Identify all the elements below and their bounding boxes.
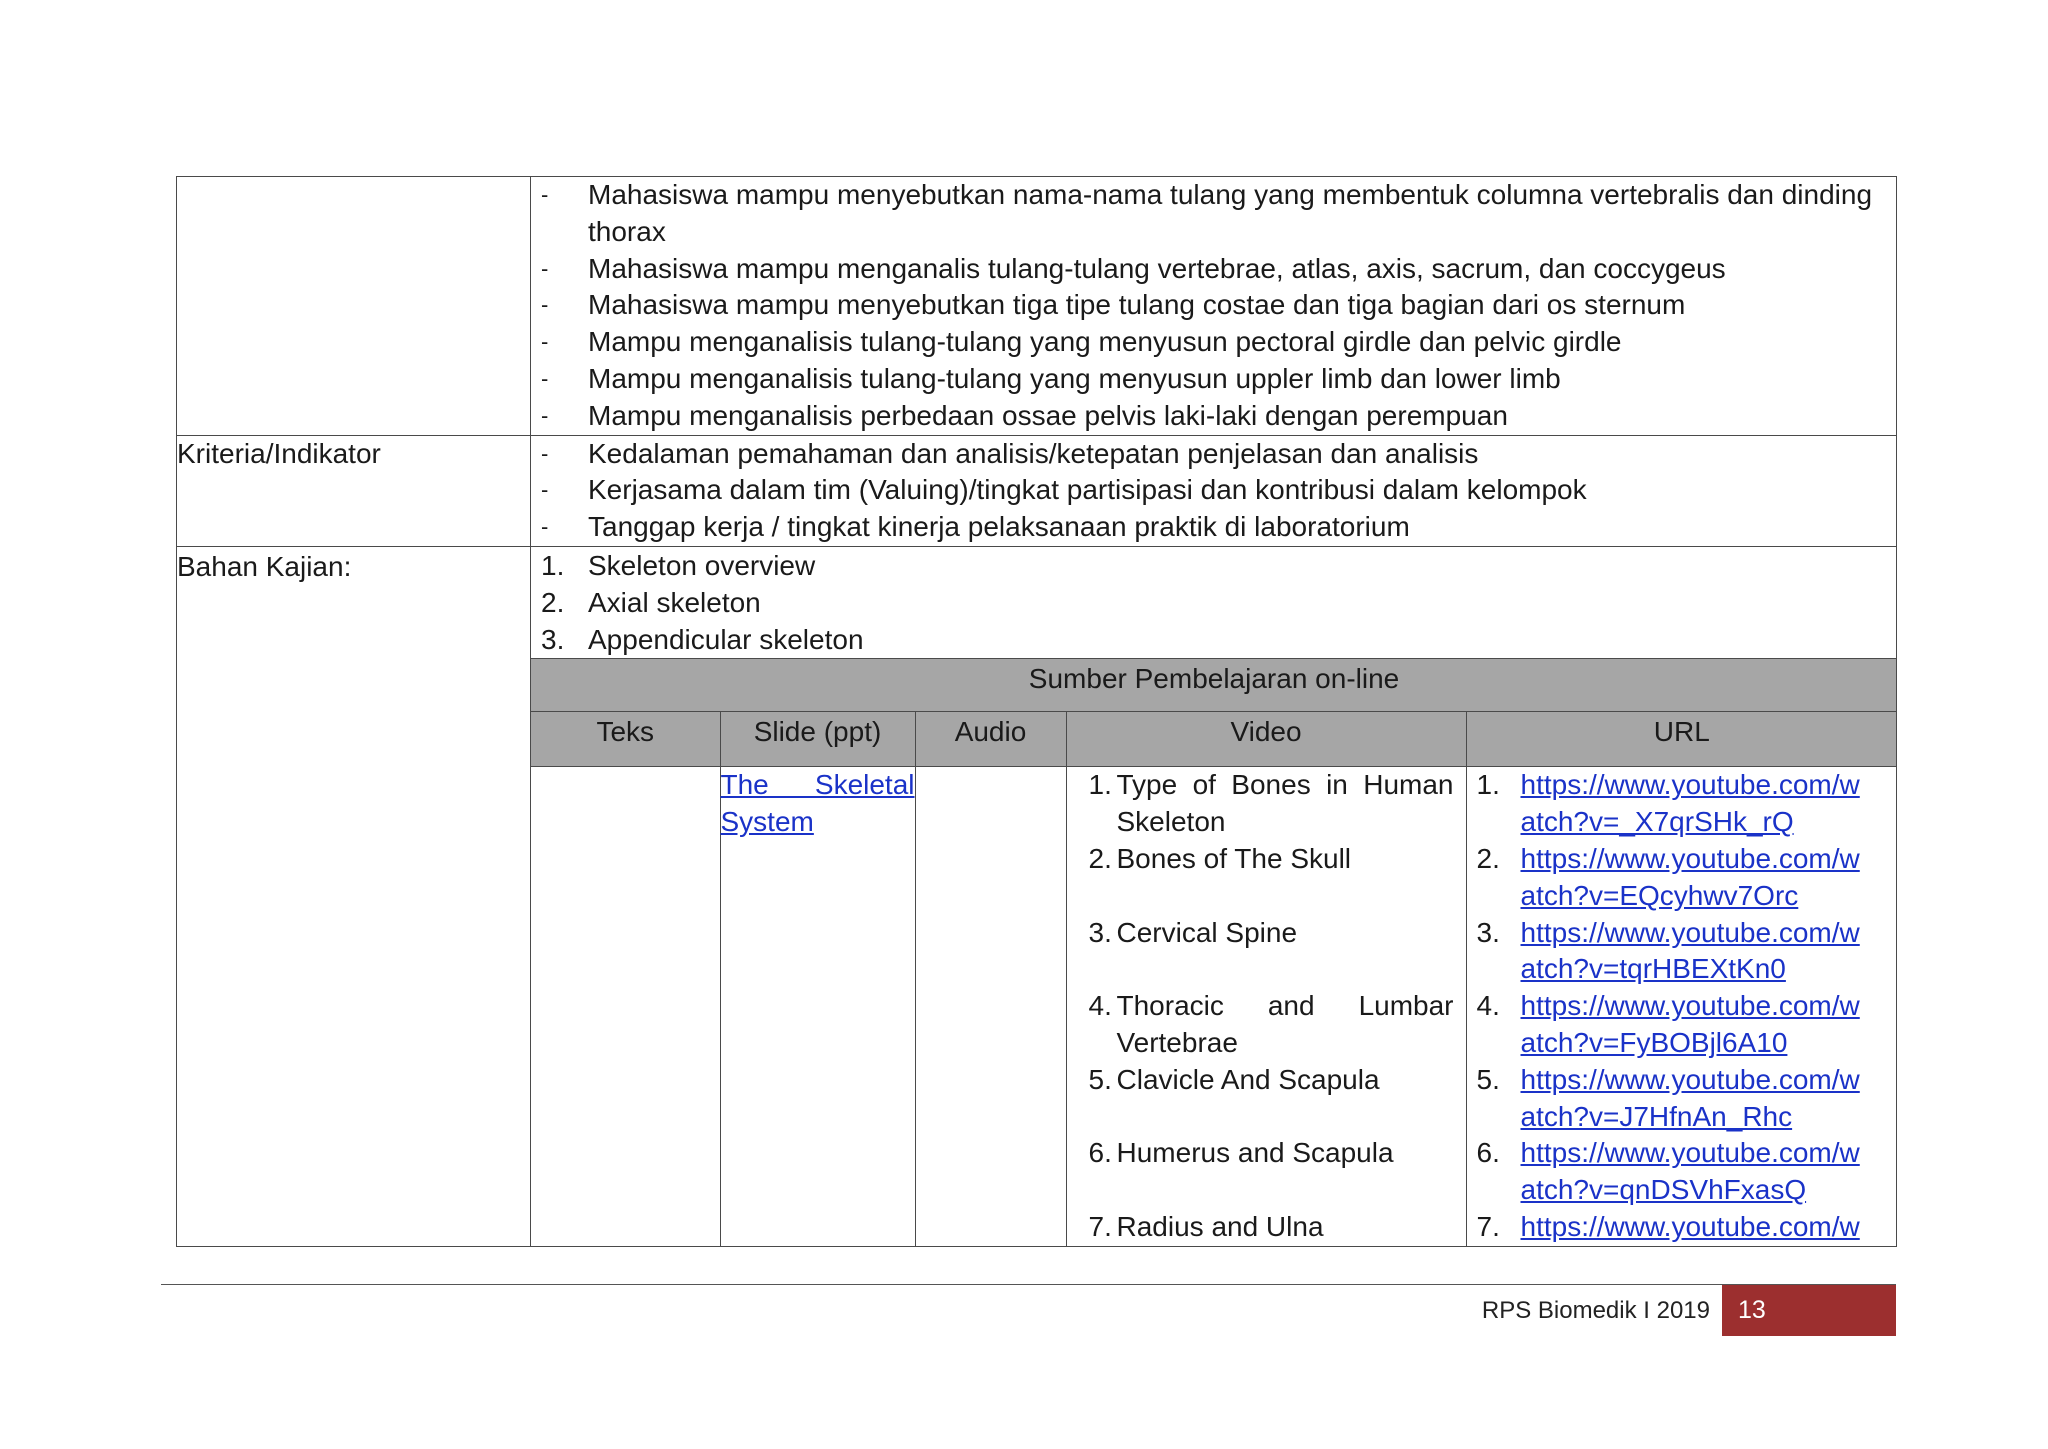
rps-table	[176, 176, 1897, 1247]
kriteria-cell	[531, 435, 1897, 546]
slide-link-line2: System	[720, 806, 814, 838]
list-item: 1. Skeleton overview	[541, 549, 816, 581]
kriteria-label: Kriteria/Indikator	[177, 435, 531, 546]
url-link[interactable]: https://www.youtube.com/w atch?v=tqrHBEXtKn0	[1520, 916, 1860, 985]
list-item: 3. Appendicular skeleton	[541, 623, 864, 655]
video-list	[1067, 767, 1454, 1245]
url-link[interactable]: https://www.youtube.com/w atch?v=FyBOBjl6A10	[1520, 990, 1860, 1058]
list-item: 4. Thoracic and Lumbar Vertebrae	[1088, 990, 1454, 1058]
url-link[interactable]: https://www.youtube.com/w	[1520, 1210, 1860, 1242]
url-link[interactable]: https://www.youtube.com/w atch?v=qnDSVhFxasQ	[1520, 1137, 1860, 1206]
bahan-label: Bahan Kajian:	[177, 546, 531, 1246]
sumber-content-row	[531, 767, 1897, 1246]
sumber-header-row	[531, 712, 1897, 767]
list-item: - Mahasiswa mampu menyebutkan tiga tipe tulang costae dan tiga bagian dari os sternum	[541, 289, 1686, 321]
objectives-label-cell	[177, 177, 531, 436]
list-item: - Mampu menganalisis tulang-tulang yang menyusun uppler limb dan lower limb	[541, 362, 1561, 394]
list-item: 2. Bones of The Skull	[1088, 842, 1352, 874]
list-item: - Mahasiswa mampu menyebutkan nama-nama tulang yang membentuk columna vertebralis dan dinding thorax	[541, 179, 1873, 247]
url-link[interactable]: https://www.youtube.com/w atch?v=EQcyhwv7Orc	[1520, 842, 1860, 911]
list-item: 2. Axial skeleton	[541, 586, 761, 618]
teks-cell	[531, 767, 720, 1246]
slide-link-line1: The Skeletal	[720, 769, 915, 801]
sumber-title-row	[531, 659, 1897, 712]
objectives-list	[531, 177, 1896, 435]
header-audio: Audio	[915, 712, 1066, 767]
list-item: 7. https://www.youtube.com/w	[1477, 1209, 1888, 1246]
bahan-list	[531, 547, 1896, 658]
page-number-badge: 13	[1722, 1285, 1896, 1336]
kriteria-row	[177, 435, 1897, 546]
objectives-row	[177, 177, 1897, 436]
list-item: 2. https://www.youtube.com/w atch?v=EQcyhwv7Orc	[1477, 841, 1888, 915]
list-item: - Mampu menganalisis perbedaan ossae pelvis laki-laki dengan perempuan	[541, 399, 1508, 431]
list-item: 5. https://www.youtube.com/w atch?v=J7HfnAn_Rhc	[1477, 1062, 1888, 1136]
bahan-cell	[531, 546, 1897, 1246]
list-item: - Mahasiswa mampu menganalis tulang-tulang vertebrae, atlas, axis, sacrum, dan coccygeus	[541, 252, 1726, 284]
url-link[interactable]: https://www.youtube.com/w atch?v=J7HfnAn_Rhc	[1520, 1063, 1860, 1132]
list-item: 6. Humerus and Scapula	[1088, 1137, 1394, 1169]
list-item: 5. Clavicle And Scapula	[1088, 1063, 1380, 1095]
bahan-row	[177, 546, 1897, 1246]
header-url: URL	[1466, 712, 1897, 767]
kriteria-list	[531, 436, 1896, 546]
audio-cell	[915, 767, 1066, 1246]
list-item: 1. Type of Bones in Human Skeleton	[1088, 769, 1454, 838]
slide-link[interactable]	[721, 767, 915, 841]
video-cell	[1066, 767, 1466, 1246]
list-item: 6. https://www.youtube.com/w atch?v=qnDSVhFxasQ	[1477, 1135, 1888, 1209]
sumber-title: Sumber Pembelajaran on-line	[531, 659, 1897, 712]
list-item: - Kedalaman pemahaman dan analisis/ketepatan penjelasan dan analisis	[541, 437, 1479, 469]
slide-cell	[720, 767, 915, 1246]
list-item: 4. https://www.youtube.com/w atch?v=FyBOBjl6A10	[1477, 988, 1888, 1062]
list-item: - Kerjasama dalam tim (Valuing)/tingkat partisipasi dan kontribusi dalam kelompok	[541, 474, 1587, 506]
url-link[interactable]: https://www.youtube.com/w atch?v=_X7qrSHk_rQ	[1520, 769, 1860, 838]
list-item: 3. https://www.youtube.com/w atch?v=tqrHBEXtKn0	[1477, 915, 1888, 989]
list-item: - Mampu menganalisis tulang-tulang yang menyusun pectoral girdle dan pelvic girdle	[541, 326, 1622, 358]
list-item: 7. Radius and Ulna	[1088, 1210, 1324, 1242]
footer-title: RPS Biomedik I 2019	[1481, 1297, 1710, 1324]
header-video: Video	[1066, 712, 1466, 767]
url-list	[1467, 767, 1888, 1245]
list-item: 1. https://www.youtube.com/w atch?v=_X7qrSHk_rQ	[1477, 767, 1888, 841]
url-cell	[1466, 767, 1897, 1246]
header-teks: Teks	[531, 712, 720, 767]
objectives-cell	[531, 177, 1897, 436]
list-item: 3. Cervical Spine	[1088, 916, 1298, 948]
sumber-table	[531, 658, 1897, 1245]
header-slide: Slide (ppt)	[720, 712, 915, 767]
footer-divider	[161, 1284, 1896, 1285]
list-item: - Tanggap kerja / tingkat kinerja pelaksanaan praktik di laboratorium	[541, 511, 1410, 543]
